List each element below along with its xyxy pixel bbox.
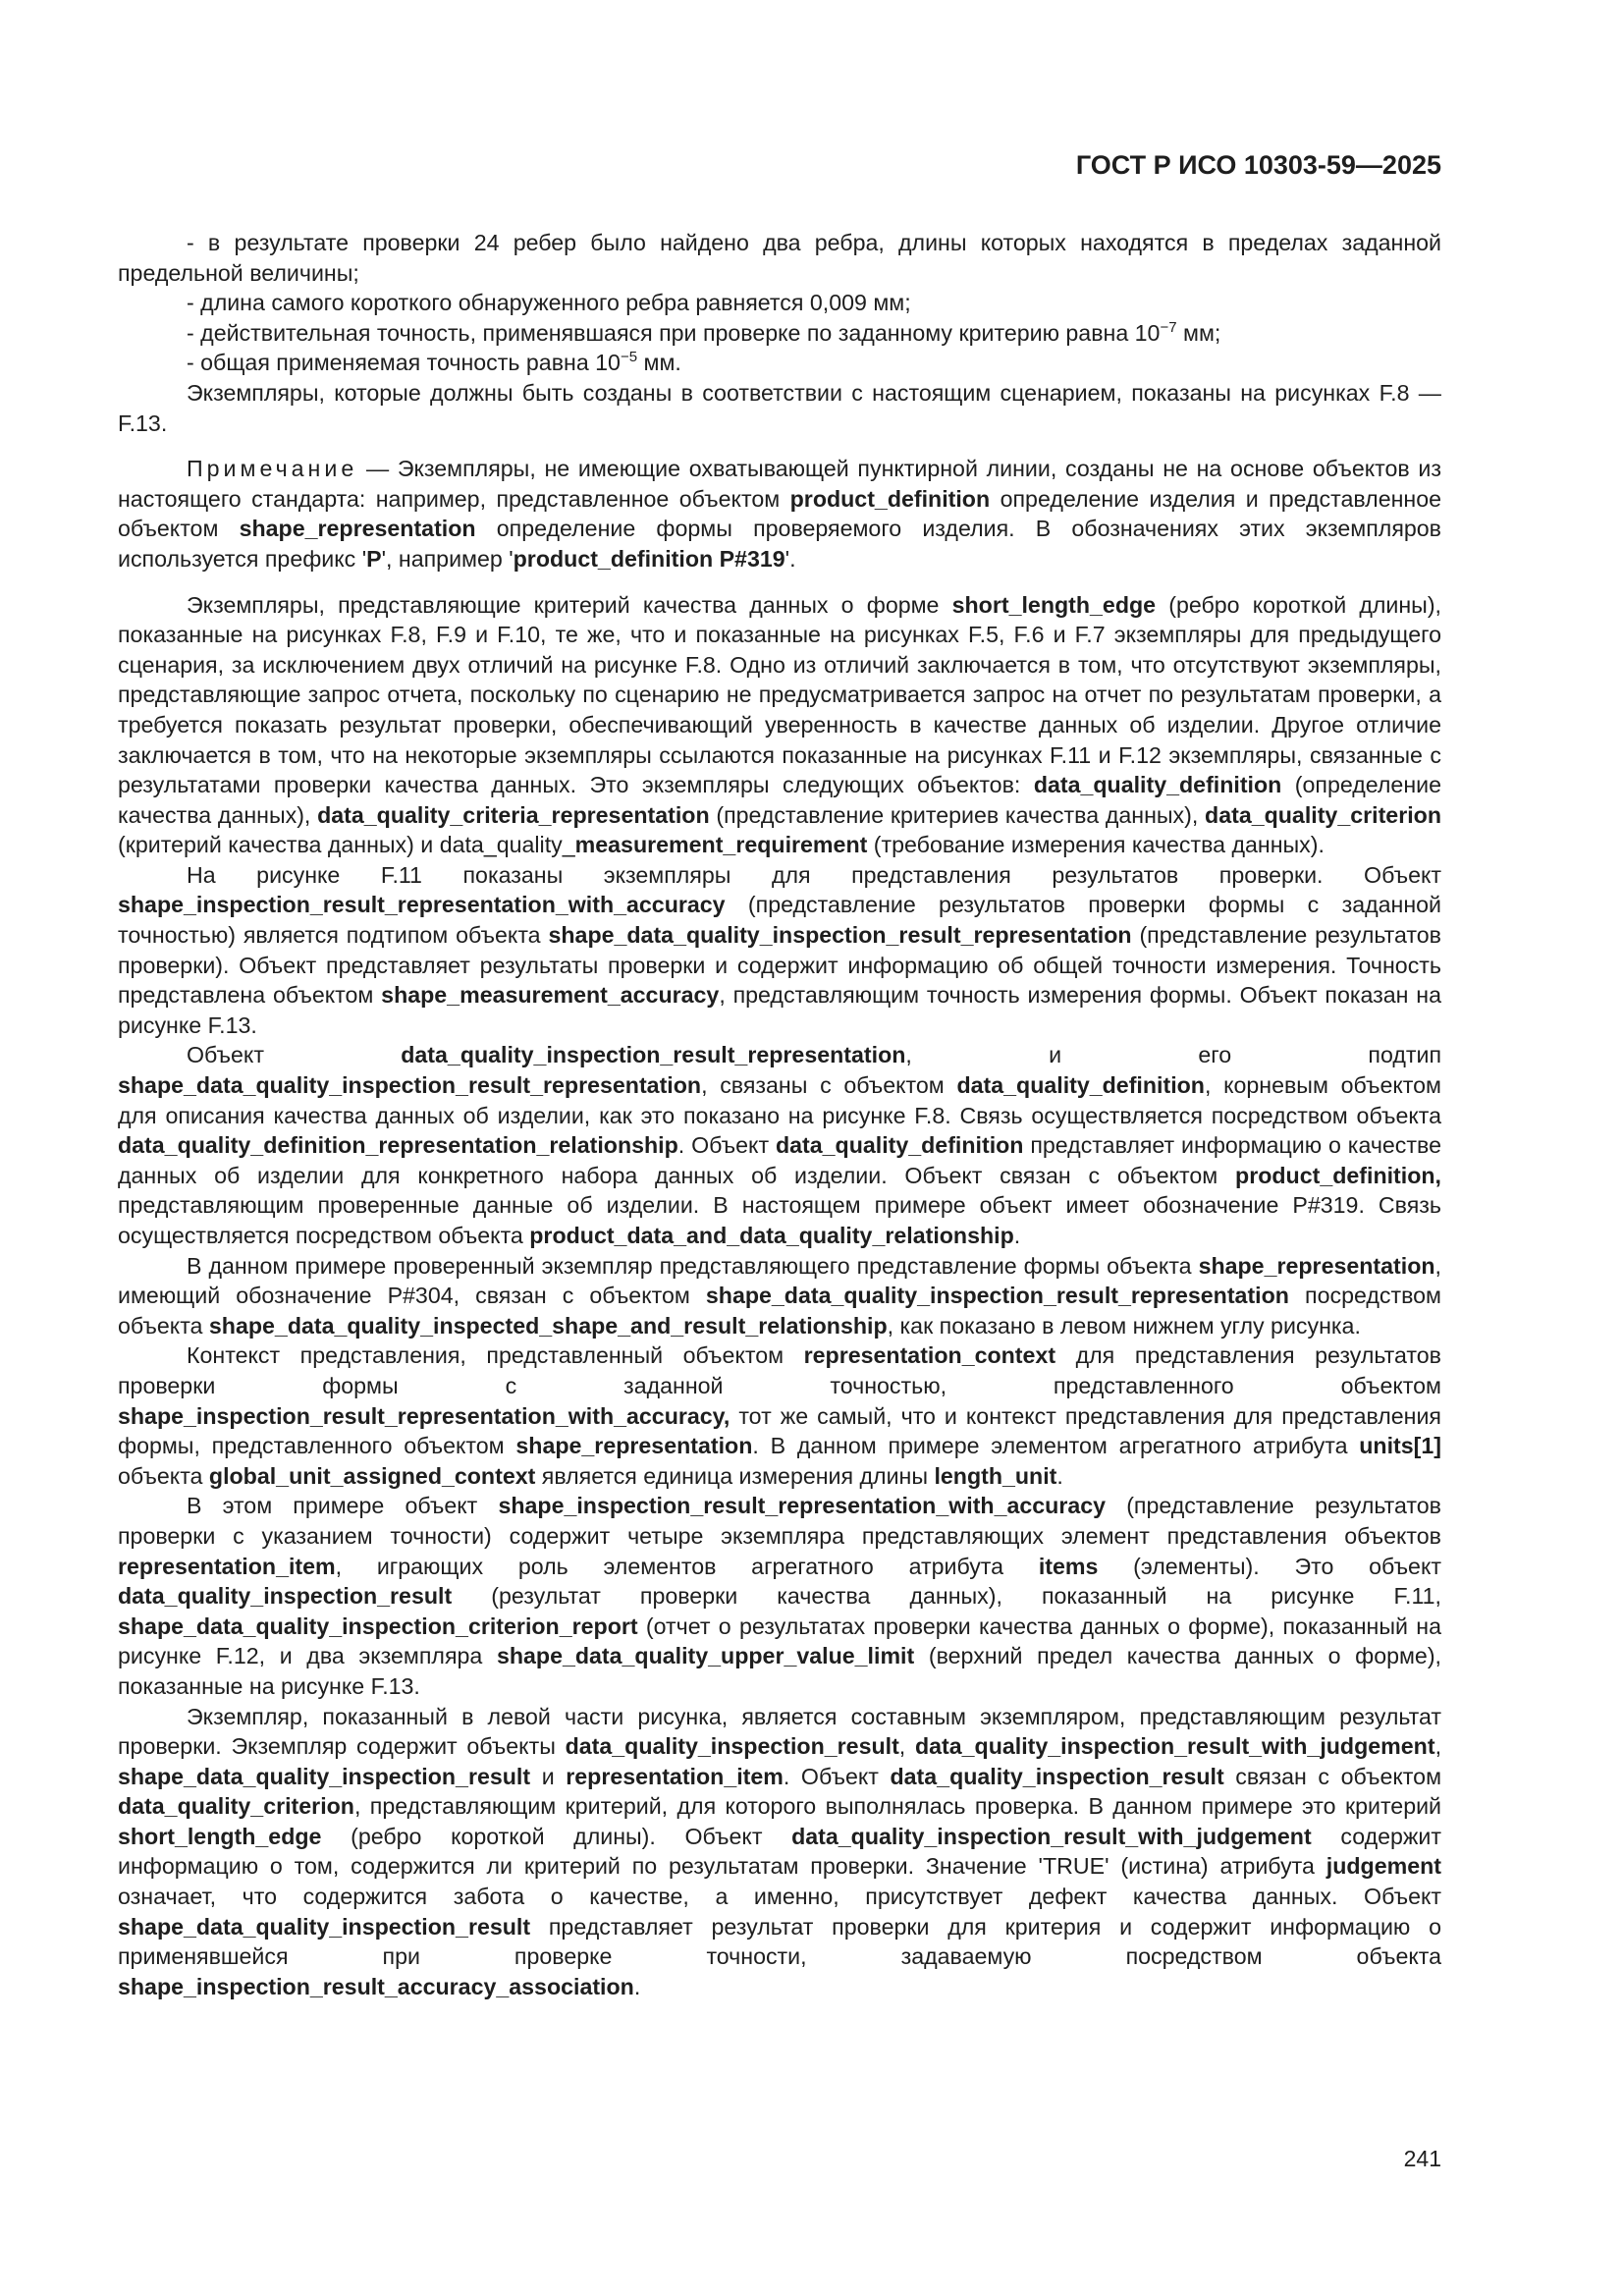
exponent: −7	[1160, 318, 1177, 336]
text-span: '.	[784, 545, 796, 572]
document-body	[118, 228, 1441, 2001]
text-span: определение формы проверяемого изделия. В обозначениях этих экземпляров используется префикс '	[118, 516, 1441, 572]
text-span: (верхний предел качества данных о форме), показанные на рисунке F.13.	[118, 1643, 1441, 1699]
text-span: (представление результатов проверки). Объект представляет результаты проверки и содержит информацию об общей точности измерения. Точность представлена объектом	[118, 922, 1441, 1009]
text-span: - действительная точность, применявшаяся при проверке по заданному критерию равна 10	[187, 319, 1161, 346]
entity-name: product_definition,	[1235, 1162, 1441, 1188]
entity-name: measurement_requirement	[574, 832, 868, 858]
entity-name: representation_item	[566, 1763, 784, 1789]
text-span: связан с объектом	[1223, 1763, 1442, 1789]
text-span: Экземпляры, представляющие критерий качества данных о форме	[187, 591, 952, 618]
text-span: посредством объекта	[118, 1283, 1441, 1339]
standard-code-header: ГОСТ Р ИСО 10303-59—2025	[1075, 150, 1441, 180]
text-span: , представляющим критерий, для которого выполнялась проверка. В данном примере это критерий	[353, 1793, 1441, 1820]
entity-name: data_quality_criterion	[118, 1793, 354, 1820]
exponent: −5	[620, 349, 638, 366]
entity-name: product_definition P#319	[513, 545, 785, 572]
paragraph-representation-items	[118, 1491, 1441, 1701]
text-span: , играющих роль элементов агрегатного атрибута	[335, 1553, 1039, 1579]
text-span: (представление результатов проверки формы с заданной точностью) является подтипом объекта	[118, 892, 1441, 949]
text-span: .	[1013, 1223, 1021, 1248]
text-span: Объект	[187, 1042, 402, 1068]
paragraph-actual-accuracy	[118, 318, 1441, 349]
entity-name: length_unit	[934, 1462, 1057, 1489]
entity-name: global_unit_assigned_context	[208, 1462, 536, 1489]
text-span: и	[530, 1763, 567, 1789]
entity-name: shape_representation	[239, 516, 476, 542]
entity-name: shape_measurement_accuracy	[381, 982, 720, 1009]
note-paragraph	[118, 454, 1441, 574]
entity-name: shape_data_quality_inspection_result_representation	[705, 1283, 1289, 1309]
entity-name: representation_item	[118, 1553, 336, 1579]
paragraph-representation-context	[118, 1340, 1441, 1491]
text-span: ', например '	[381, 545, 514, 572]
entity-name: data_quality_inspection_result_with_judgement	[914, 1733, 1435, 1760]
text-span: В данном примере проверенный экземпляр представляющего представление формы объекта	[187, 1252, 1199, 1279]
text-span: для представления результатов проверки формы с заданной точностью, представленного объектом	[118, 1342, 1441, 1398]
entity-name: shape_data_quality_inspected_shape_and_result_relationship	[208, 1312, 888, 1339]
text-span: означает, что содержится забота о качестве, а именно, присутствует дефект качества данных. Объект	[118, 1884, 1441, 1910]
text-span: представляющим проверенные данные об изделии. В настоящем примере объект имеет обозначение P#319. Связь осуществляется посредством объекта	[118, 1192, 1441, 1248]
text-span: (ребро короткой длины), показанные на рисунках F.8, F.9 и F.10, те же, что и показанные на рисунках F.5, F.6 и F.7 экземпляры для предыдущего сценария, за исключением двух отличий на рисунке F.8. Одно из отличий заключается в том, что отсутствуют экземпляры, представляющие запрос отчета, поскольку по сценарию не предусматривается запрос на отчет по результатам проверки, а требуется показать результат проверки, обеспечивающий уверенность в качестве данных об изделии. Другое отличие заключается в том, что на некоторые экземпляры ссылаются показанные на рисунках F.11 и F.12 экземпляры, связанные с результатами проверки качества данных. Это экземпляры следующих объектов:	[118, 591, 1441, 798]
entity-name: shape_representation	[1198, 1252, 1435, 1279]
text-span: , имеющий обозначение P#304, связан с объектом	[118, 1252, 1441, 1309]
text-span: - общая применяемая точность равна 10	[187, 350, 621, 376]
entity-name: representation_context	[803, 1342, 1056, 1369]
paragraph-edges-found	[118, 228, 1441, 288]
text-span: ,	[898, 1733, 915, 1760]
entity-name: shape_data_quality_inspection_result	[118, 1763, 531, 1789]
entity-name: shape_inspection_result_representation_with_accuracy,	[118, 1402, 730, 1429]
entity-name: shape_data_quality_inspection_result	[118, 1913, 531, 1940]
entity-name: items	[1038, 1553, 1099, 1579]
text-span: .	[633, 1973, 641, 1999]
entity-name: product_data_and_data_quality_relationship	[529, 1223, 1014, 1248]
text-span: , как показано в левом нижнем углу рисунка.	[887, 1312, 1361, 1339]
entity-name: judgement	[1325, 1853, 1441, 1880]
text-span: (результат проверки качества данных), показанный на рисунке F.11,	[452, 1583, 1441, 1610]
paragraph-instances-figures	[118, 378, 1441, 438]
entity-name: shape_inspection_result_representation_with_accuracy	[498, 1493, 1107, 1519]
text-span: является единица измерения длины	[535, 1462, 935, 1489]
text-span: В этом примере объект	[187, 1493, 499, 1519]
text-span: мм;	[1176, 319, 1221, 346]
entity-name: shape_data_quality_inspection_criterion_report	[118, 1613, 638, 1639]
text-span: мм.	[637, 350, 681, 376]
entity-name: data_quality_criterion	[1205, 801, 1441, 828]
text-span: , связаны с объектом	[701, 1072, 957, 1099]
entity-name: data_quality_inspection_result	[565, 1733, 899, 1760]
entity-name: data_quality_inspection_result	[890, 1763, 1224, 1789]
text-span: , и его подтип	[905, 1042, 1441, 1068]
text-span: . Объект	[783, 1763, 891, 1789]
text-span: , корневым объектом для описания качества данных об изделии, как это показано на рисунке F.8. Связь осуществляется посредством объекта	[118, 1072, 1441, 1128]
text-span: (ребро короткой длины). Объект	[321, 1823, 792, 1849]
text-span: Контекст представления, представленный объектом	[187, 1342, 804, 1369]
entity-name: data_quality_inspection_result	[118, 1583, 453, 1610]
text-span: представляет результат проверки для критерия и содержит информацию о применявшейся при проверке точности, задаваемую посредством объекта	[118, 1913, 1441, 1970]
entity-name: data_quality_definition_representation_relationship	[118, 1132, 678, 1159]
entity-name: shape_data_quality_inspection_result_representation	[118, 1072, 702, 1099]
entity-name: data_quality_definition	[956, 1072, 1205, 1099]
text-span: (критерий качества данных) и data_quality_	[118, 832, 575, 858]
paragraph-inspected-shape	[118, 1251, 1441, 1341]
entity-name: shape_inspection_result_accuracy_association	[118, 1973, 634, 1999]
text-span: определение изделия и представленное объектом	[118, 485, 1441, 542]
entity-name: data_quality_definition	[775, 1132, 1024, 1159]
text-span: (определение качества данных),	[118, 772, 1441, 828]
text-span: - в результате проверки 24 ребер было найдено два ребра, длины которых находятся в пределах заданной предельной величины;	[118, 230, 1441, 286]
text-span: (элементы). Это объект	[1098, 1553, 1441, 1579]
text-span: (представление критериев качества данных),	[709, 801, 1206, 828]
entity-name: product_definition	[789, 485, 991, 512]
entity-name: data_quality_definition	[1033, 772, 1282, 798]
text-span: тот же самый, что и контекст представления для представления формы, представленного объектом	[118, 1402, 1441, 1459]
entity-name: units[1]	[1359, 1433, 1441, 1459]
text-span: (требование измерения качества данных).	[867, 832, 1325, 858]
text-span: . Объект	[677, 1132, 776, 1159]
paragraph-composite-instance	[118, 1702, 1441, 2002]
text-span: (представление результатов проверки с указанием точности) содержит четыре экземпляра представляющих элемент представления объектов	[118, 1493, 1442, 1549]
entity-name: data_quality_criteria_representation	[317, 801, 710, 828]
entity-name: short_length_edge	[951, 591, 1157, 618]
entity-name: P	[366, 545, 382, 572]
note-label: Примечание	[187, 456, 358, 482]
paragraph-short-length-edge	[118, 590, 1441, 860]
entity-name: shape_representation	[515, 1433, 753, 1459]
text-span: .	[1056, 1462, 1063, 1489]
page-number: 241	[1403, 2146, 1441, 2171]
text-span: . В данном примере элементом агрегатного атрибута	[752, 1433, 1360, 1459]
paragraph-shortest-edge	[118, 288, 1441, 318]
text-span: содержит информацию о том, содержится ли критерий по результатам проверки. Значение 'TRUE' (истина) атрибута	[118, 1823, 1441, 1880]
text-span: (отчет о результатах проверки качества данных о форме), показанный на рисунке F.12, и два экземпляра	[118, 1613, 1441, 1669]
entity-name: data_quality_inspection_result_with_judgement	[791, 1823, 1312, 1849]
text-span: — Экземпляры, не имеющие охватывающей пунктирной линии, созданы не на основе объектов из настоящего стандарта: например, представленное объектом	[118, 456, 1441, 512]
entity-name: data_quality_inspection_result_representation	[401, 1042, 906, 1068]
entity-name: shape_inspection_result_representation_with_accuracy	[118, 892, 726, 918]
paragraph-result-representation	[118, 1040, 1441, 1250]
text-span: Экземпляр, показанный в левой части рисунка, является составным экземпляром, представляющим результат проверки. Экземпляр содержит объекты	[118, 1703, 1441, 1760]
text-span: - длина самого короткого обнаруженного ребра равняется 0,009 мм;	[187, 290, 911, 316]
text-span: На рисунке F.11 показаны экземпляры для представления результатов проверки. Объект	[187, 861, 1441, 888]
text-span: , представляющим точность измерения формы. Объект показан на рисунке F.13.	[118, 982, 1441, 1038]
text-span: объекта	[118, 1462, 209, 1489]
paragraph-overall-accuracy	[118, 348, 1441, 378]
text-span: Экземпляры, которые должны быть созданы в соответствии с настоящим сценарием, показаны на рисунках F.8 — F.13.	[118, 379, 1441, 436]
entity-name: shape_data_quality_inspection_result_representation	[548, 922, 1132, 949]
entity-name: shape_data_quality_upper_value_limit	[496, 1643, 915, 1669]
text-span: представляет информацию о качестве данных об изделии для конкретного набора данных об изделии. Объект связан с объектом	[118, 1132, 1441, 1188]
text-span: ,	[1434, 1733, 1442, 1760]
entity-name: short_length_edge	[118, 1823, 322, 1849]
paragraph-figure-f11	[118, 860, 1441, 1041]
